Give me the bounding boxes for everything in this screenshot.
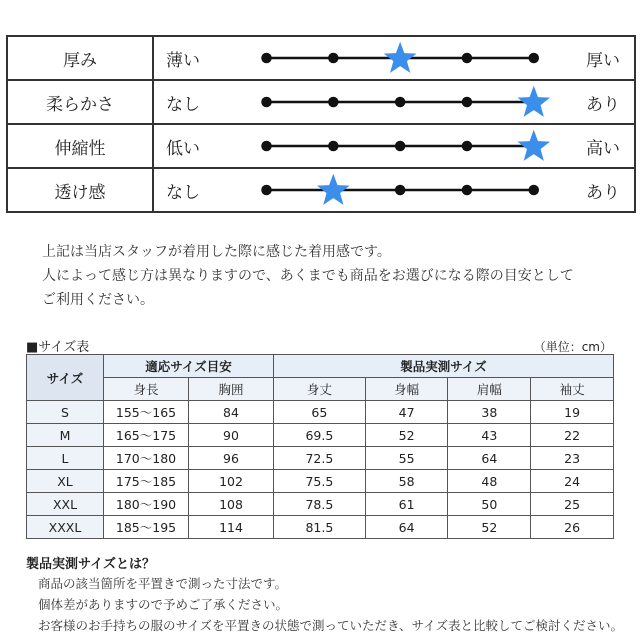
feel-right-label: あり [586,182,620,203]
scale-dot [328,141,339,152]
col-header: 肩幅 [448,378,531,401]
size-corner-header: サイズ [27,355,104,401]
table-cell: 84 [189,401,274,424]
table-cell: 81.5 [274,516,366,539]
feel-scale [248,169,558,211]
scale-dot [462,53,473,64]
scale-dot [395,185,406,196]
table-cell: 108 [189,493,274,516]
col-header: 胸囲 [189,378,274,401]
table-cell: 38 [448,401,531,424]
table-cell: 175〜185 [104,470,189,493]
star-icon [517,86,550,117]
star-icon [384,42,417,73]
table-cell: 155〜165 [104,401,189,424]
scale-dot [328,97,339,108]
feel-left-label: 薄い [166,50,200,71]
table-cell: 24 [531,470,614,493]
feel-label: 厚み [8,37,154,79]
table-cell: 52 [365,424,448,447]
scale-dot [395,141,406,152]
table-cell: 72.5 [274,447,366,470]
table-row [27,516,614,539]
explain-line: 商品の該当箇所を平置きで測った寸法です。 [38,576,288,591]
size-label-cell: XXL [27,493,104,516]
feel-left-label: 低い [166,138,200,159]
scale-dot [462,141,473,152]
table-cell: 47 [365,401,448,424]
feel-label: 伸縮性 [8,125,154,167]
table-cell: 58 [365,470,448,493]
size-label-cell: XXXL [27,516,104,539]
measure-group-header: 製品実測サイズ [274,355,614,378]
table-cell: 75.5 [274,470,366,493]
feel-left-label: なし [166,182,200,203]
table-cell: 102 [189,470,274,493]
feel-scale [248,37,558,79]
feel-row [8,125,634,169]
scale-dot [261,185,272,196]
scale-dot [261,97,272,108]
feel-table [6,35,636,213]
size-label-cell: XL [27,470,104,493]
table-cell: 26 [531,516,614,539]
explain-line: お客様のお手持ちの服のサイズを平置きの状態で測っていただき、サイズ表と比較してご検討ください。 [38,618,624,633]
table-cell: 64 [448,447,531,470]
table-row [27,470,614,493]
table-cell: 78.5 [274,493,366,516]
size-table-unit: （単位：cm） [533,340,612,354]
col-header: 身長 [104,378,189,401]
table-row [27,401,614,424]
table-cell: 180〜190 [104,493,189,516]
scale-dot [462,185,473,196]
feel-scale [248,125,558,167]
table-cell: 61 [365,493,448,516]
table-cell: 55 [365,447,448,470]
table-cell: 43 [448,424,531,447]
table-cell: 69.5 [274,424,366,447]
feel-row [8,37,634,81]
note-line: ご利用ください。 [42,292,154,308]
scale-dot [395,97,406,108]
table-cell: 19 [531,401,614,424]
col-header: 身丈 [274,378,366,401]
star-icon [317,174,350,205]
note-line: 人によって感じ方は異なりますので、あくまでも商品をお選びになる際の目安として [42,268,574,284]
scale-dot [529,185,540,196]
table-cell: 114 [189,516,274,539]
feel-right-label: 高い [586,138,620,159]
size-table [26,354,614,539]
table-cell: 22 [531,424,614,447]
table-cell: 96 [189,447,274,470]
table-cell: 50 [448,493,531,516]
table-cell: 23 [531,447,614,470]
feel-scale [248,81,558,123]
col-header: 身幅 [365,378,448,401]
col-header: 袖丈 [531,378,614,401]
feel-right-label: 厚い [586,50,620,71]
feel-label: 柔らかさ [8,81,154,123]
size-subheader-row [27,378,614,401]
explain-line: 個体差がありますので予めご了承ください。 [38,597,289,612]
table-row [27,493,614,516]
explain-lines [38,573,623,636]
size-header-row [27,355,614,378]
size-table-title: ■サイズ表 [26,340,90,355]
scale-dot [462,97,473,108]
size-label-cell: M [27,424,104,447]
table-cell: 52 [448,516,531,539]
feel-label: 透け感 [8,169,154,211]
feel-left-label: なし [166,94,200,115]
feel-row [8,81,634,125]
table-cell: 185〜195 [104,516,189,539]
table-cell: 65 [274,401,366,424]
feel-row [8,169,634,211]
usage-notes [42,240,574,312]
scale-dot [529,53,540,64]
star-icon [517,130,550,161]
scale-dot [261,141,272,152]
table-row [27,424,614,447]
scale-dot [328,53,339,64]
scale-dot [261,53,272,64]
table-cell: 90 [189,424,274,447]
note-line: 上記は当店スタッフが着用した際に感じた着用感です。 [42,244,391,260]
table-cell: 48 [448,470,531,493]
table-cell: 64 [365,516,448,539]
table-cell: 25 [531,493,614,516]
explain-title: 製品実測サイズとは？ [26,557,155,572]
table-row [27,447,614,470]
size-label-cell: L [27,447,104,470]
table-cell: 170〜180 [104,447,189,470]
fit-group-header: 適応サイズ目安 [104,355,274,378]
feel-right-label: あり [586,94,620,115]
size-label-cell: S [27,401,104,424]
table-cell: 165〜175 [104,424,189,447]
